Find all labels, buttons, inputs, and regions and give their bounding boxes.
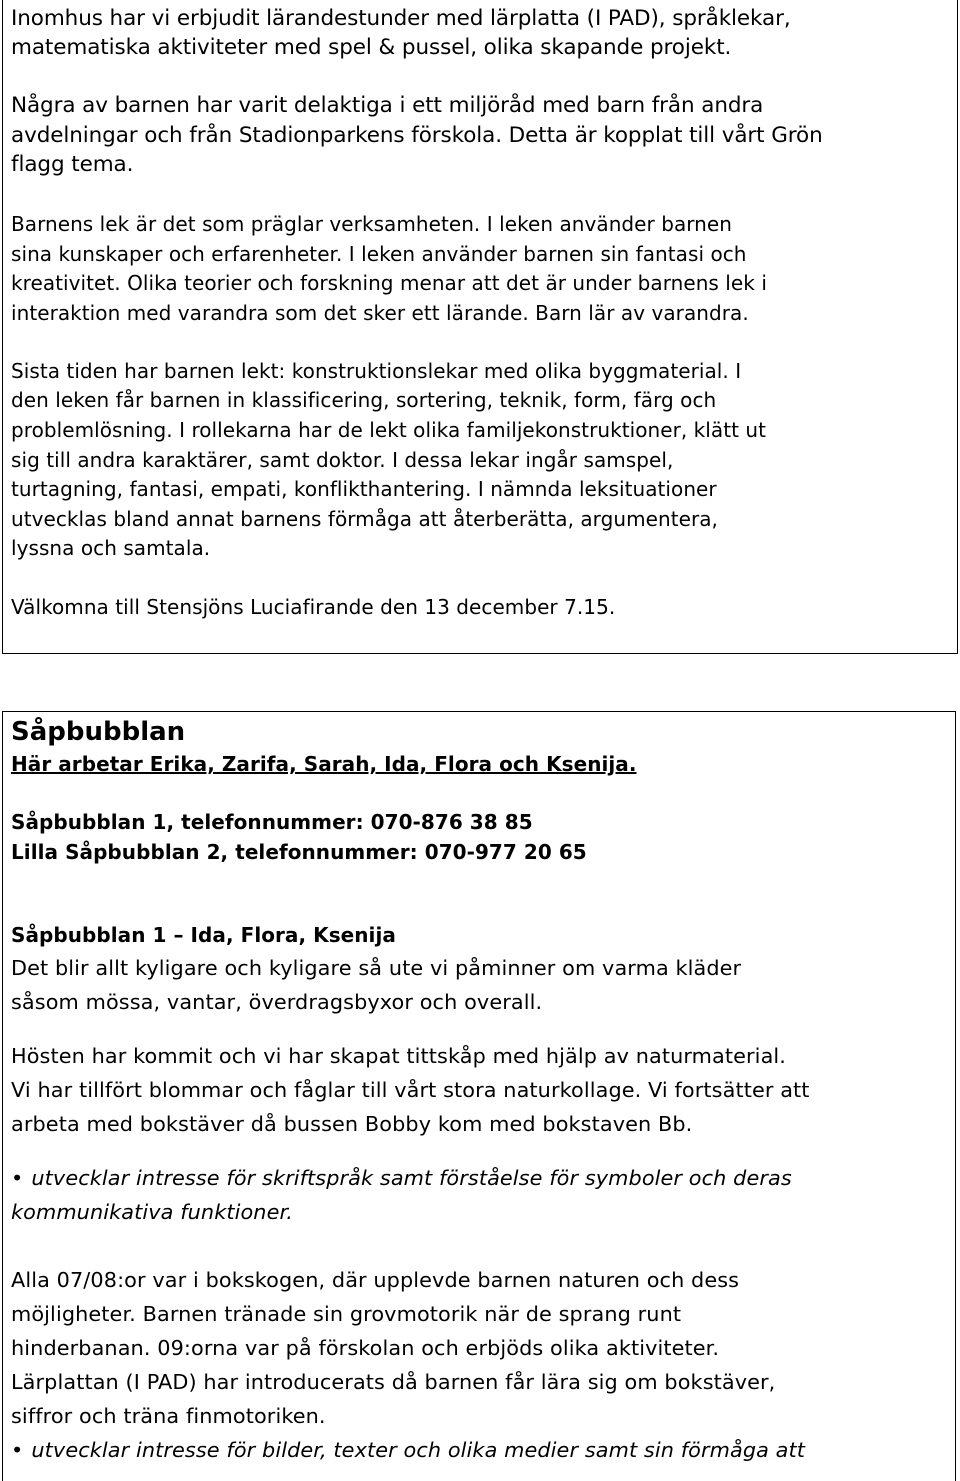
- paragraph-line: utvecklas bland annat barnens förmåga att återberätta, argumentera,: [11, 507, 718, 531]
- group-heading: Såpbubblan 1 – Ida, Flora, Ksenija: [11, 923, 396, 947]
- paragraph-line: Barnens lek är det som präglar verksamheten. I leken använder barnen: [11, 212, 732, 236]
- phone-line: Lilla Såpbubblan 2, telefonnummer: 070-977 20 65: [11, 840, 587, 864]
- paragraph-line: Alla 07/08:or var i bokskogen, där upplevde barnen naturen och dess: [11, 1268, 740, 1292]
- paragraph-line: Vi har tillfört blommar och fåglar till vårt stora naturkollage. Vi fortsätter att: [11, 1078, 810, 1102]
- curriculum-goal-bullet: • utvecklar intresse för bilder, texter och olika medier samt sin förmåga att: [11, 1433, 805, 1467]
- paragraph-line: interaktion med varandra som det sker ett lärande. Barn lär av varandra.: [11, 301, 749, 325]
- phone-line: Såpbubblan 1, telefonnummer: 070-876 38 85: [11, 810, 533, 834]
- paragraph-line: Hösten har kommit och vi har skapat tittskåp med hjälp av naturmaterial.: [11, 1044, 786, 1068]
- paragraph-line: arbeta med bokstäver då bussen Bobby kom med bokstaven Bb.: [11, 1112, 693, 1136]
- paragraph-line: den leken får barnen in klassificering, sortering, teknik, form, färg och: [11, 388, 717, 412]
- paragraph-line: flagg tema.: [11, 152, 134, 177]
- curriculum-goal-bullet: • utvecklar intresse för skriftspråk samt förståelse för symboler och deras: [11, 1161, 792, 1195]
- curriculum-goal-bullet-cont: kommunikativa funktioner.: [11, 1200, 293, 1224]
- paragraph-line: avdelningar och från Stadionparkens förskola. Detta är kopplat till vårt Grön: [11, 123, 823, 148]
- paragraph-line: Sista tiden har barnen lekt: konstruktionslekar med olika byggmaterial. I: [11, 359, 742, 383]
- paragraph-line: såsom mössa, vantar, överdragsbyxor och overall.: [11, 990, 543, 1014]
- paragraph-line: lyssna och samtala.: [11, 536, 211, 560]
- paragraph-line: siffror och träna finmotoriken.: [11, 1404, 326, 1428]
- paragraph-line: hinderbanan. 09:orna var på förskolan och erbjöds olika aktiviteter.: [11, 1336, 720, 1360]
- paragraph-line: turtagning, fantasi, empati, konflikthantering. I nämnda leksituationer: [11, 477, 717, 501]
- paragraph-line: problemlösning. I rollekarna har de lekt olika familjekonstruktioner, klätt ut: [11, 418, 767, 442]
- paragraph-line: sig till andra karaktärer, samt doktor. I dessa lekar ingår samspel,: [11, 448, 674, 472]
- staff-line: Här arbetar Erika, Zarifa, Sarah, Ida, Flora och Ksenija.: [11, 752, 637, 776]
- section-title: Såpbubblan: [11, 717, 186, 747]
- paragraph-line: möjligheter. Barnen tränade sin grovmotorik när de sprang runt: [11, 1302, 682, 1326]
- lucia-announcement: Välkomna till Stensjöns Luciafirande den 13 december 7.15.: [11, 595, 616, 619]
- paragraph-line: Inomhus har vi erbjudit lärandestunder med lärplatta (I PAD), språklekar,: [11, 6, 791, 31]
- paragraph-line: Lärplattan (I PAD) har introducerats då barnen får lära sig om bokstäver,: [11, 1370, 776, 1394]
- paragraph-line: Några av barnen har varit delaktiga i ett miljöråd med barn från andra: [11, 93, 764, 118]
- paragraph-line: kreativitet. Olika teorier och forskning menar att det är under barnens lek i: [11, 271, 767, 295]
- paragraph-line: sina kunskaper och erfarenheter. I leken använder barnen sin fantasi och: [11, 242, 747, 266]
- paragraph-line: Det blir allt kyligare och kyligare så ute vi påminner om varma kläder: [11, 956, 742, 980]
- paragraph-line: matematiska aktiviteter med spel & pussel, olika skapande projekt.: [11, 35, 732, 60]
